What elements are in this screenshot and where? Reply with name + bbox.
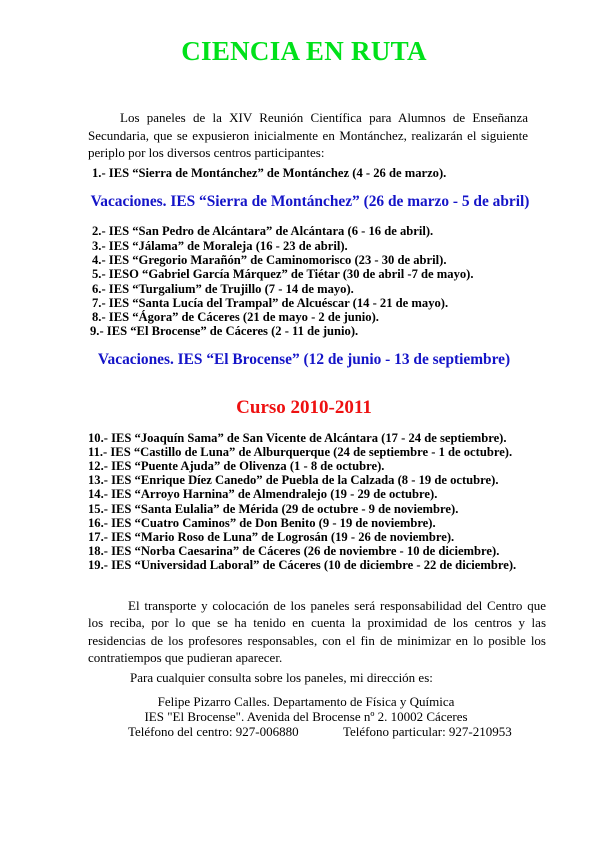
contact-address-line: IES "El Brocense". Avenida del Brocense nº 2. 10002 Cáceres [144, 709, 468, 724]
transport-text: El transporte y colocación de los paneles será responsabilidad del Centro que los reciba, por lo que se ha tenido en cuenta la proximidad de los centros y las residencias de los profesores responsables, con el fin de minimizar en lo posible los contratiempos que pudieran aparecer. [88, 598, 546, 665]
intro-text: Los paneles de la XIV Reunión Científica para Alumnos de Enseñanza Secundaria, que se expusieron inicialmente en Montánchez, realizarán el siguiente periplo por los diversos centros participantes: [88, 110, 528, 160]
intro-paragraph [88, 109, 528, 162]
transport-paragraph [88, 597, 546, 666]
schedule-item-1: 1.- IES “Sierra de Montánchez” de Montánchez (4 - 26 de marzo). [92, 166, 447, 180]
schedule-item: 16.- IES “Cuatro Caminos” de Don Benito (9 - 19 de noviembre). [88, 516, 436, 530]
schedule-item: 2.- IES “San Pedro de Alcántara” de Alcántara (6 - 16 de abril). [92, 224, 434, 238]
schedule-item: 7.- IES “Santa Lucía del Trampal” de Alcuéscar (14 - 21 de mayo). [92, 296, 449, 310]
vacation-heading-1: Vacaciones. IES “Sierra de Montánchez” (26 de marzo - 5 de abril) [90, 193, 530, 210]
schedule-item: 9.- IES “El Brocense” de Cáceres (2 - 11 de junio). [90, 324, 359, 338]
schedule-item: 10.- IES “Joaquín Sama” de San Vicente de Alcántara (17 - 24 de septiembre). [88, 431, 507, 445]
schedule-item: 17.- IES “Mario Roso de Luna” de Logrosán (19 - 26 de noviembre). [88, 530, 455, 544]
contact-name-line: Felipe Pizarro Calles. Departamento de Física y Química [157, 694, 455, 709]
consult-line: Para cualquier consulta sobre los paneles, mi dirección es: [130, 670, 433, 685]
schedule-item: 18.- IES “Norba Caesarina” de Cáceres (26 de noviembre - 10 de diciembre). [88, 544, 500, 558]
schedule-item: 8.- IES “Ágora” de Cáceres (21 de mayo - 2 de junio). [92, 310, 379, 324]
schedule-item: 11.- IES “Castillo de Luna” de Alburquerque (24 de septiembre - 1 de octubre). [88, 445, 513, 459]
contact-phone-personal: Teléfono particular: 927-210953 [343, 724, 512, 739]
schedule-item: 15.- IES “Santa Eulalia” de Mérida (29 de octubre - 9 de noviembre). [88, 502, 459, 516]
schedule-item: 6.- IES “Turgalium” de Trujillo (7 - 14 de mayo). [92, 282, 354, 296]
contact-phone-center: Teléfono del centro: 927-006880 [128, 724, 299, 739]
schedule-item: 12.- IES “Puente Ajuda” de Olivenza (1 - 8 de octubre). [88, 459, 385, 473]
schedule-item: 13.- IES “Enrique Díez Canedo” de Puebla de la Calzada (8 - 19 de octubre). [88, 473, 499, 487]
schedule-item: 14.- IES “Arroyo Harnina” de Almendralejo (19 - 29 de octubre). [88, 487, 438, 501]
course-heading: Curso 2010-2011 [236, 397, 372, 418]
schedule-item: 3.- IES “Jálama” de Moraleja (16 - 23 de abril). [92, 239, 348, 253]
vacation-heading-2: Vacaciones. IES “El Brocense” (12 de junio - 13 de septiembre) [97, 351, 511, 368]
schedule-item: 5.- IESO “Gabriel García Márquez” de Tiétar (30 de abril -7 de mayo). [92, 267, 474, 281]
document-title: CIENCIA EN RUTA [181, 36, 427, 66]
schedule-item: 4.- IES “Gregorio Marañón” de Caminomorisco (23 - 30 de abril). [92, 253, 447, 267]
schedule-item: 19.- IES “Universidad Laboral” de Cáceres (10 de diciembre - 22 de diciembre). [88, 558, 517, 572]
